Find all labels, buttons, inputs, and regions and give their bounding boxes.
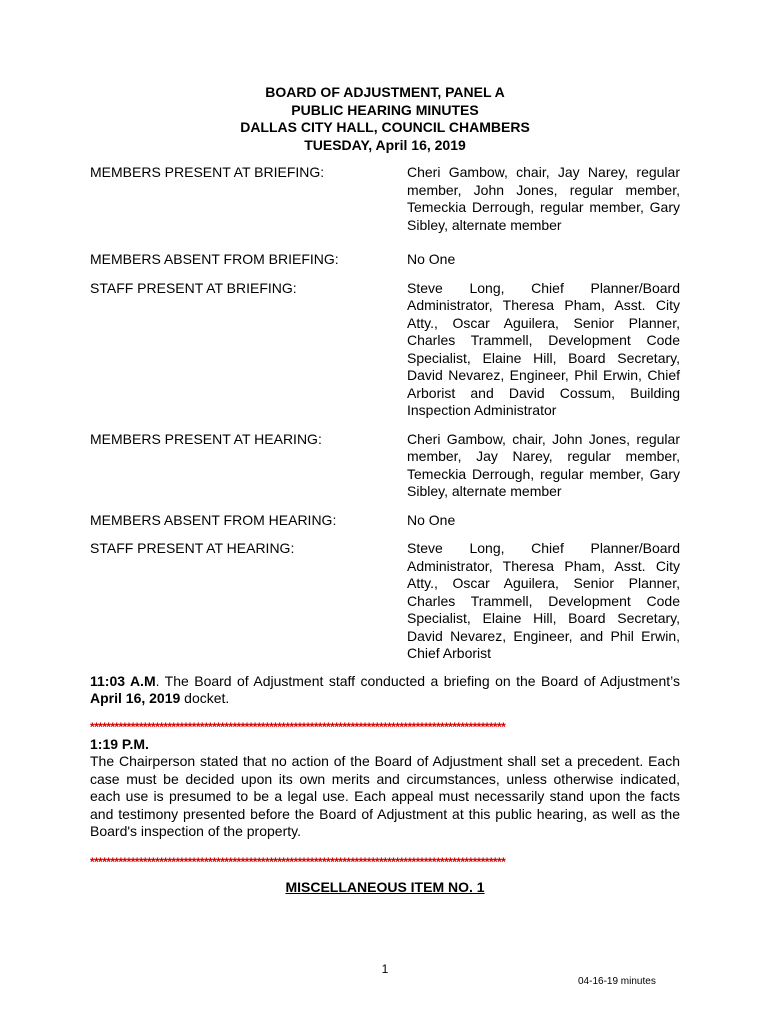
misc-item-title: MISCELLANEOUS ITEM NO. 1 (285, 878, 485, 895)
hearing-time: 1:19 P.M. (90, 735, 149, 752)
document-page (90, 84, 680, 895)
attendance-label: MEMBERS PRESENT AT HEARING: (90, 430, 322, 447)
attendance-label: MEMBERS ABSENT FROM HEARING: (90, 511, 337, 528)
separator-line: ****************************************************************************************************** (90, 854, 506, 869)
attendance-row (90, 431, 680, 501)
document-header (90, 84, 680, 154)
header-line-3: DALLAS CITY HALL, COUNCIL CHAMBERS (240, 119, 530, 135)
attendance-label: STAFF PRESENT AT HEARING: (90, 540, 295, 556)
page-number: 1 (381, 962, 389, 976)
briefing-text-end: docket. (180, 690, 230, 706)
header-line-2: PUBLIC HEARING MINUTES (291, 101, 479, 118)
attendance-value: No One (407, 511, 456, 528)
attendance-value: Steve Long, Chief Planner/Board Administrator, Theresa Pham, Asst. City Atty., Oscar Aguilera, Senior Planner, Charles Trammell, Development Code Specialist, Elaine Hill, Board Secretary, David Nevarez, Engineer, and Phil Erwin, Chief Arborist (407, 540, 680, 661)
attendance-value: Cheri Gambow, chair, Jay Narey, regular member, John Jones, regular member, Temeckia Derrough, regular member, Gary Sibley, alternate member (407, 164, 680, 233)
briefing-paragraph (90, 673, 680, 708)
separator-line: ****************************************************************************************************** (90, 719, 506, 734)
briefing-text: . The Board of Adjustment staff conducted a briefing on the Board of Adjustment’s (155, 672, 680, 689)
attendance-row (90, 164, 680, 234)
attendance-row (90, 540, 680, 663)
attendance-label: MEMBERS PRESENT AT BRIEFING: (90, 164, 325, 180)
briefing-date: April 16, 2019 (90, 690, 181, 706)
header-line-4: TUESDAY, April 16, 2019 (304, 136, 466, 153)
attendance-section (90, 164, 680, 663)
attendance-label: MEMBERS ABSENT FROM BRIEFING: (90, 251, 339, 267)
header-line-1: BOARD OF ADJUSTMENT, PANEL A (265, 84, 505, 100)
attendance-label: STAFF PRESENT AT BRIEFING: (90, 279, 297, 296)
hearing-section (90, 736, 680, 841)
hearing-statement: The Chairperson stated that no action of the Board of Adjustment shall set a precedent. Each case must be decided upon its own merits and circumstances, unless otherwise indicated, each use is presumed to be a legal use. Each appeal must necessarily stand upon the facts and testimony presented before the Board of Adjustment at this public hearing, as well as the Board's inspection of the property. (90, 753, 680, 839)
attendance-row (90, 280, 680, 420)
attendance-row (90, 251, 680, 269)
briefing-time: 11:03 A.M (90, 672, 156, 689)
attendance-value: Cheri Gambow, chair, John Jones, regular member, Jay Narey, regular member, Temeckia Derrough, regular member, Gary Sibley, alternate member (407, 430, 680, 499)
attendance-value: No One (407, 251, 456, 267)
attendance-row (90, 512, 680, 530)
attendance-value: Steve Long, Chief Planner/Board Administrator, Theresa Pham, Asst. City Atty., Oscar Aguilera, Senior Planner, Charles Trammell, Development Code Specialist, Elaine Hill, Board Secretary, David Nevarez, Engineer, Phil Erwin, Chief Arborist and David Cossum, Building Inspection Administrator (407, 279, 680, 418)
footer-label: 04-16-19 minutes (578, 976, 656, 987)
